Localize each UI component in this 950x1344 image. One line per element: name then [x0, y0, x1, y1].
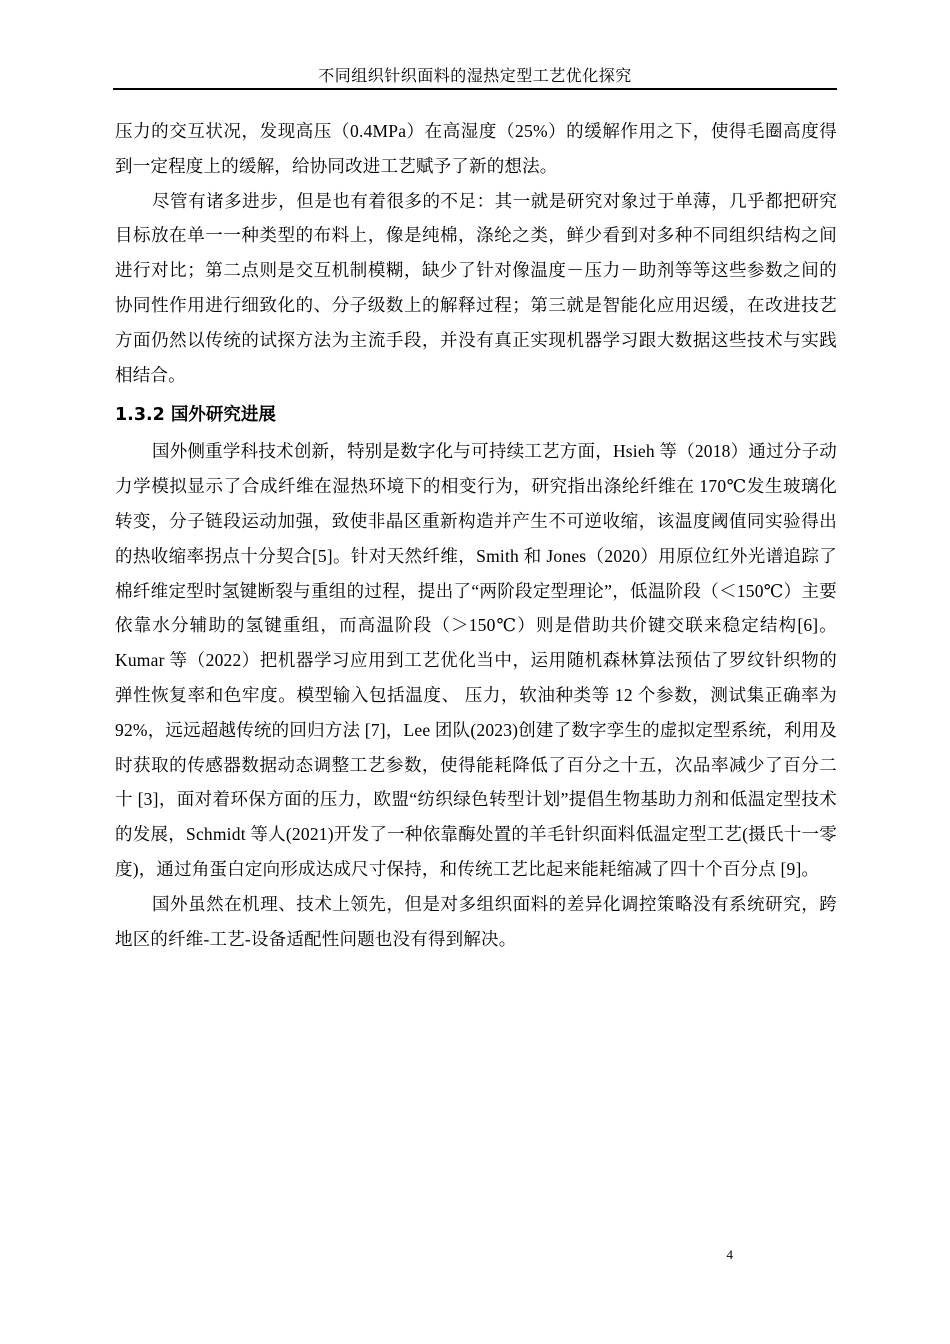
- header-rule: [113, 88, 837, 90]
- paragraph-continued: 压力的交互状况，发现高压（0.4MPa）在高湿度（25%）的缓解作用之下，使得毛圈高度得到一定程度上的缓解，给协同改进工艺赋予了新的想法。: [115, 121, 837, 176]
- section-heading: 1.3.2 国外研究进展: [115, 405, 276, 426]
- paragraph-foreign-summary: 国外虽然在机理、技术上领先，但是对多组织面料的差异化调控策略没有系统研究，跨地区的纤维-工艺-设备适配性问题也没有得到解决。: [115, 893, 837, 949]
- running-header: 不同组织针织面料的湿热定型工艺优化探究: [318, 68, 632, 85]
- page-number: 4: [726, 1247, 733, 1262]
- paragraph-foreign-research: 国外侧重学科技术创新，特别是数字化与可持续工艺方面，Hsieh 等（2018）通过分子动力学模拟显示了合成纤维在湿热环境下的相变行为，研究指出涤纶纤维在 170℃发生玻璃化转变，分子链段运动加强，致使非晶区重新构造并产生不可逆收缩，该温度阈值同实验得出的热收缩率拐点十分契合[5]。针对天然纤维，Smith 和 Jones（2020）用原位红外光谱追踪了棉纤维定型时氢键断裂与重组的过程，提出了“两阶段定型理论”，低温阶段（＜150℃）主要依靠水分辅助的氢键重组，而高温阶段（＞150℃）则是借助共价键交联来稳定结构[6]。Kumar 等（2022）把机器学习应用到工艺优化当中，运用随机森林算法预估了罗纹针织物的弹性恢复率和色牢度。模型输入包括温度、 压力，软油种类等 12 个参数，测试集正确率为 92%，远远超越传统的回归方法 [7]，Lee 团队(2023)创建了数字孪生的虚拟定型系统，利用及时获取的传感器数据动态调整工艺参数，使得能耗降低了百分之十五，次品率减少了百分二十 [3]，面对着环保方面的压力，欧盟“纺织绿色转型计划”提倡生物基助力剂和低温定型技术的发展，Schmidt 等人(2021)开发了一种依靠酶处置的羊毛针织面料低温定型工艺(摄氏十一零度)，通过角蛋白定向形成达成尺寸保持，和传统工艺比起来能耗缩减了四十个百分点 [9]。: [115, 441, 837, 879]
- page-body: [115, 114, 837, 956]
- paragraph-shortcomings: 尽管有诸多进步，但是也有着很多的不足：其一就是研究对象过于单薄，几乎都把研究目标放在单一一种类型的布料上，像是纯棉，涤纶之类，鲜少看到对多种不同组织结构之间进行对比；第二点则是交互机制模糊，缺少了针对像温度－压力－助剂等等这些参数之间的协同性作用进行细致化的、分子级数上的解释过程；第三就是智能化应用迟缓，在改进技艺方面仍然以传统的试探方法为主流手段，并没有真正实现机器学习跟大数据这些技术与实践相结合。: [115, 190, 837, 385]
